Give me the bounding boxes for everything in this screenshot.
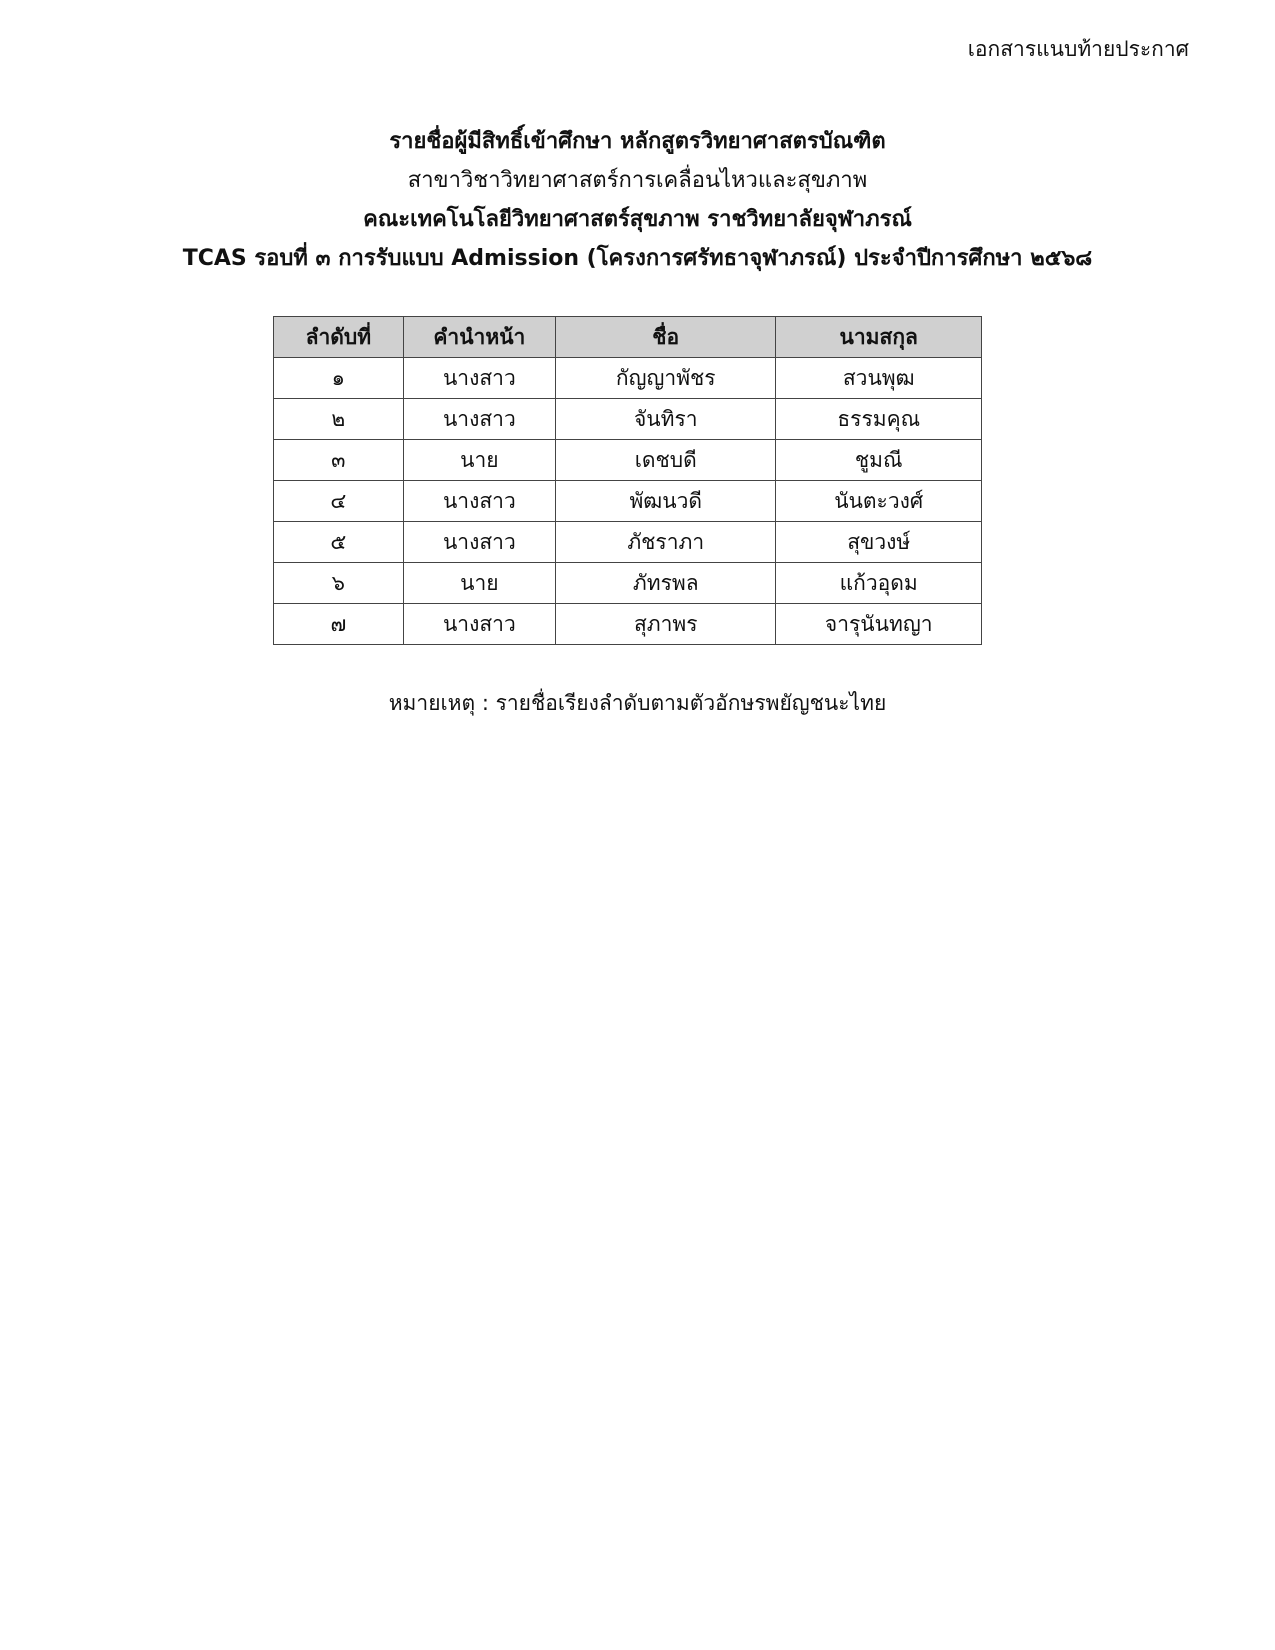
table-row: [274, 481, 982, 522]
cell-first-name: กัญญาพัชร: [556, 358, 776, 399]
cell-no: ๒: [274, 399, 404, 440]
cell-first-name: พัฒนวดี: [556, 481, 776, 522]
cell-no: ๗: [274, 604, 404, 645]
document-header-note: เอกสารแนบท้ายประกาศ: [967, 37, 1189, 61]
table-row: [274, 522, 982, 563]
cell-prefix: นางสาว: [403, 399, 555, 440]
cell-no: ๑: [274, 358, 404, 399]
cell-last-name: สุขวงษ์: [776, 522, 982, 563]
table-row: [274, 358, 982, 399]
footnote: หมายเหตุ : รายชื่อเรียงลำดับตามตัวอักษรพยัญชนะไทย: [388, 691, 887, 715]
cell-first-name: เดชบดี: [556, 440, 776, 481]
cell-first-name: จันทิรา: [556, 399, 776, 440]
title-line-1: รายชื่อผู้มีสิทธิ์เข้าศึกษา หลักสูตรวิทยาศาสตรบัณฑิต: [389, 129, 886, 154]
cell-last-name: จารุนันทญา: [776, 604, 982, 645]
cell-prefix: นางสาว: [403, 522, 555, 563]
cell-no: ๔: [274, 481, 404, 522]
cell-no: ๓: [274, 440, 404, 481]
cell-first-name: ภัชราภา: [556, 522, 776, 563]
cell-prefix: นาย: [403, 440, 555, 481]
cell-prefix: นางสาว: [403, 481, 555, 522]
table-header: [274, 317, 982, 358]
table-header-row: [274, 317, 982, 358]
cell-prefix: นาย: [403, 563, 555, 604]
cell-last-name: แก้วอุดม: [776, 563, 982, 604]
column-header-prefix: คำนำหน้า: [403, 317, 555, 358]
table-row: [274, 604, 982, 645]
cell-prefix: นางสาว: [403, 358, 555, 399]
cell-last-name: นันตะวงศ์: [776, 481, 982, 522]
title-line-3: คณะเทคโนโลยีวิทยาศาสตร์สุขภาพ ราชวิทยาลัยจุฬาภรณ์: [363, 207, 912, 232]
cell-no: ๕: [274, 522, 404, 563]
column-header-no: ลำดับที่: [274, 317, 404, 358]
cell-first-name: สุภาพร: [556, 604, 776, 645]
cell-last-name: สวนพุฒ: [776, 358, 982, 399]
cell-first-name: ภัทรพล: [556, 563, 776, 604]
cell-last-name: ธรรมคุณ: [776, 399, 982, 440]
column-header-first-name: ชื่อ: [556, 317, 776, 358]
cell-prefix: นางสาว: [403, 604, 555, 645]
cell-last-name: ชูมณี: [776, 440, 982, 481]
title-line-2: สาขาวิชาวิทยาศาสตร์การเคลื่อนไหวและสุขภาพ: [407, 168, 868, 193]
title-line-4: TCAS รอบที่ ๓ การรับแบบ Admission (โครงการศรัทธาจุฬาภรณ์) ประจำปีการศึกษา ๒๕๖๘: [182, 246, 1093, 271]
table-row: [274, 563, 982, 604]
document-title: [0, 122, 1275, 278]
table-row: [274, 440, 982, 481]
column-header-last-name: นามสกุล: [776, 317, 982, 358]
admission-list-table: [273, 316, 982, 645]
table-row: [274, 399, 982, 440]
cell-no: ๖: [274, 563, 404, 604]
table-body: [274, 358, 982, 645]
